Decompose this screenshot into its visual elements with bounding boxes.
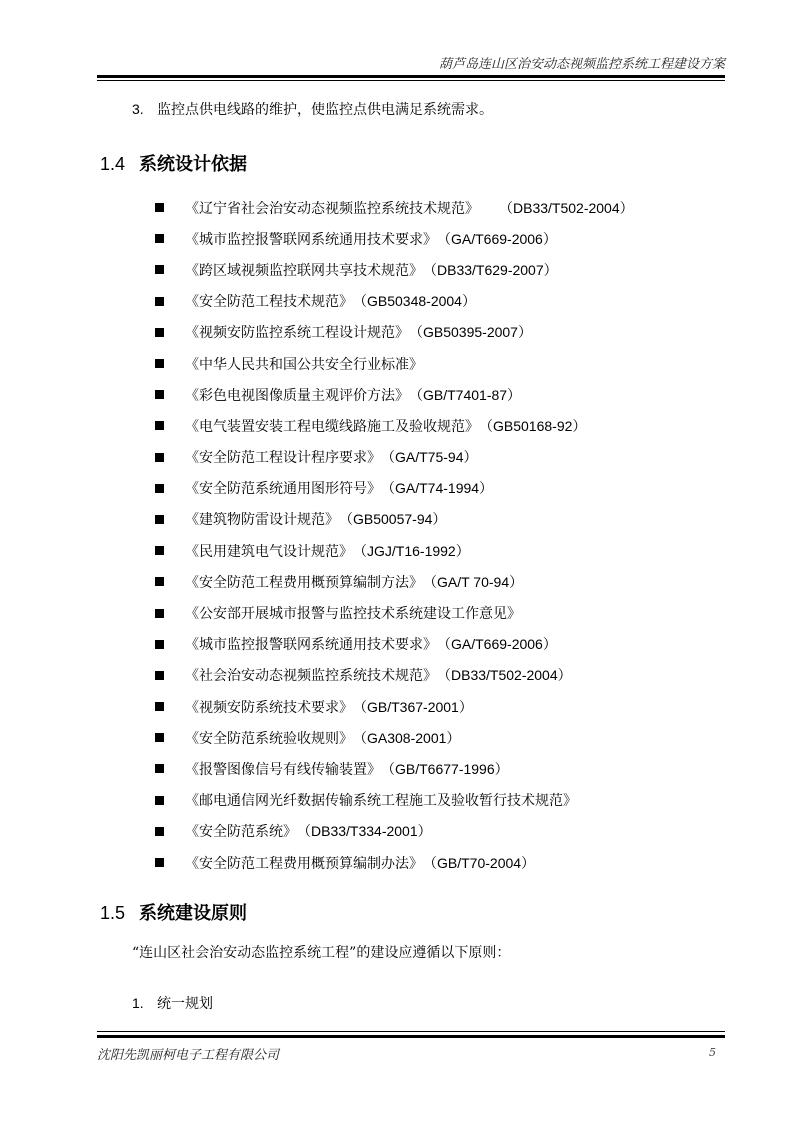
section-title: 系统设计依据 [139, 154, 248, 175]
square-bullet-icon [155, 390, 164, 399]
reference-code: （GB/T367-2001） [353, 698, 473, 715]
square-bullet-icon [155, 453, 164, 462]
reference-item [155, 722, 634, 753]
reference-item [155, 254, 634, 285]
square-bullet-icon [155, 858, 164, 867]
page-number: 5 [709, 1046, 716, 1059]
reference-item [155, 785, 634, 816]
square-bullet-icon [155, 640, 164, 649]
reference-name: 《安全防范工程技术规范》 [185, 294, 353, 311]
reference-code: （JGJ/T16-1992） [353, 542, 470, 559]
square-bullet-icon [155, 328, 164, 337]
reference-item [155, 317, 634, 348]
reference-code: （GA/T 70-94） [423, 573, 524, 590]
reference-item [155, 223, 634, 254]
reference-item [155, 192, 634, 223]
reference-code: （GB/T70-2004） [423, 854, 536, 871]
intro-list-item [132, 99, 493, 119]
section-number: 1.4 [100, 154, 126, 174]
section-intro-paragraph: “连山区社会治安动态监控系统工程”的建设应遵循以下原则： [132, 945, 511, 961]
reference-name: 《邮电通信网光纤数据传输系统工程施工及验收暂行技术规范》 [185, 793, 577, 810]
reference-item [155, 442, 634, 473]
footer-rule-thin [97, 1031, 725, 1032]
footer-company: 沈阳先凯丽柯电子工程有限公司 [97, 1048, 280, 1063]
square-bullet-icon [155, 359, 164, 368]
reference-code: （GA/T74-1994） [381, 480, 494, 497]
reference-name: 《跨区域视频监控联网共享技术规范》 [185, 262, 423, 279]
reference-name: 《视频安防系统技术要求》 [185, 699, 353, 716]
reference-item [155, 597, 634, 628]
section-number: 1.5 [100, 903, 126, 923]
reference-code: （GB50057-94） [339, 511, 447, 528]
square-bullet-icon [155, 265, 164, 274]
reference-code: （GA/T669-2006） [437, 636, 557, 653]
reference-list [155, 192, 634, 878]
intro-item-number: 3. [132, 101, 144, 117]
reference-name: 《民用建筑电气设计规范》 [185, 543, 353, 560]
square-bullet-icon [155, 546, 164, 555]
reference-item [155, 286, 634, 317]
reference-name: 《彩色电视图像质量主观评价方法》 [185, 387, 409, 404]
reference-name: 《视频安防监控系统工程设计规范》 [185, 325, 409, 342]
reference-item [155, 660, 634, 691]
principle-item-text: 统一规划 [157, 996, 214, 1012]
reference-item [155, 566, 634, 597]
reference-name: 《安全防范工程费用概预算编制办法》 [185, 855, 423, 872]
reference-code: （GB50395-2007） [409, 324, 532, 341]
square-bullet-icon [155, 827, 164, 836]
square-bullet-icon [155, 796, 164, 805]
reference-item [155, 535, 634, 566]
square-bullet-icon [155, 203, 164, 212]
reference-name: 《安全防范系统》 [185, 824, 297, 841]
reference-name: 《安全防范系统通用图形符号》 [185, 481, 381, 498]
reference-name: 《社会治安动态视频监控系统技术规范》 [185, 668, 437, 685]
square-bullet-icon [155, 764, 164, 773]
reference-item [155, 629, 634, 660]
reference-name: 《安全防范系统验收规则》 [185, 730, 353, 747]
header-rule-thick [97, 75, 725, 78]
reference-code: （DB33/T334-2001） [297, 823, 432, 840]
header-rule-thin [97, 80, 725, 81]
reference-name: 《城市监控报警联网系统通用技术要求》 [185, 231, 437, 248]
reference-code: （DB33/T629-2007） [423, 261, 558, 278]
principle-list-item [132, 993, 213, 1013]
header-title: 葫芦岛连山区治安动态视频监控系统工程建设方案 [438, 57, 725, 72]
reference-name: 《安全防范工程设计程序要求》 [185, 450, 381, 467]
section-heading-1-5 [100, 899, 247, 925]
intro-item-text: 监控点供电线路的维护，使监控点供电满足系统需求。 [157, 102, 494, 118]
reference-code: （GA/T669-2006） [437, 230, 557, 247]
square-bullet-icon [155, 421, 164, 430]
square-bullet-icon [155, 297, 164, 306]
reference-name: 《电气装置安装工程电缆线路施工及验收规范》 [185, 418, 479, 435]
reference-code: （GB/T7401-87） [409, 386, 522, 403]
reference-item [155, 816, 634, 847]
reference-code: （GA308-2001） [353, 729, 461, 746]
square-bullet-icon [155, 577, 164, 586]
reference-item [155, 753, 634, 784]
reference-code: （DB33/T502-2004） [437, 667, 572, 684]
reference-item [155, 348, 634, 379]
square-bullet-icon [155, 515, 164, 524]
reference-name: 《公安部开展城市报警与监控技术系统建设工作意见》 [185, 606, 521, 623]
reference-name: 《城市监控报警联网系统通用技术要求》 [185, 637, 437, 654]
section-title: 系统建设原则 [139, 903, 248, 924]
principle-item-number: 1. [132, 995, 144, 1011]
square-bullet-icon [155, 733, 164, 742]
square-bullet-icon [155, 609, 164, 618]
reference-name: 《报警图像信号有线传输装置》 [185, 761, 381, 778]
reference-name: 《辽宁省社会治安动态视频监控系统技术规范》 [185, 200, 479, 217]
footer-rule-thick [97, 1035, 725, 1038]
reference-item [155, 473, 634, 504]
square-bullet-icon [155, 234, 164, 243]
reference-code: （GB/T6677-1996） [381, 760, 509, 777]
reference-name: 《中华人民共和国公共安全行业标准》 [185, 356, 423, 373]
section-heading-1-4 [100, 150, 247, 176]
reference-name: 《安全防范工程费用概预算编制方法》 [185, 574, 423, 591]
reference-item [155, 847, 634, 878]
reference-code: （GB50348-2004） [353, 293, 476, 310]
reference-code: （GA/T75-94） [381, 449, 478, 466]
reference-item [155, 410, 634, 441]
reference-item [155, 504, 634, 535]
reference-item [155, 691, 634, 722]
reference-code: （GB50168-92） [479, 417, 587, 434]
square-bullet-icon [155, 484, 164, 493]
square-bullet-icon [155, 671, 164, 680]
square-bullet-icon [155, 702, 164, 711]
reference-code: （DB33/T502-2004） [499, 199, 634, 216]
reference-item [155, 379, 634, 410]
reference-name: 《建筑物防雷设计规范》 [185, 512, 339, 529]
